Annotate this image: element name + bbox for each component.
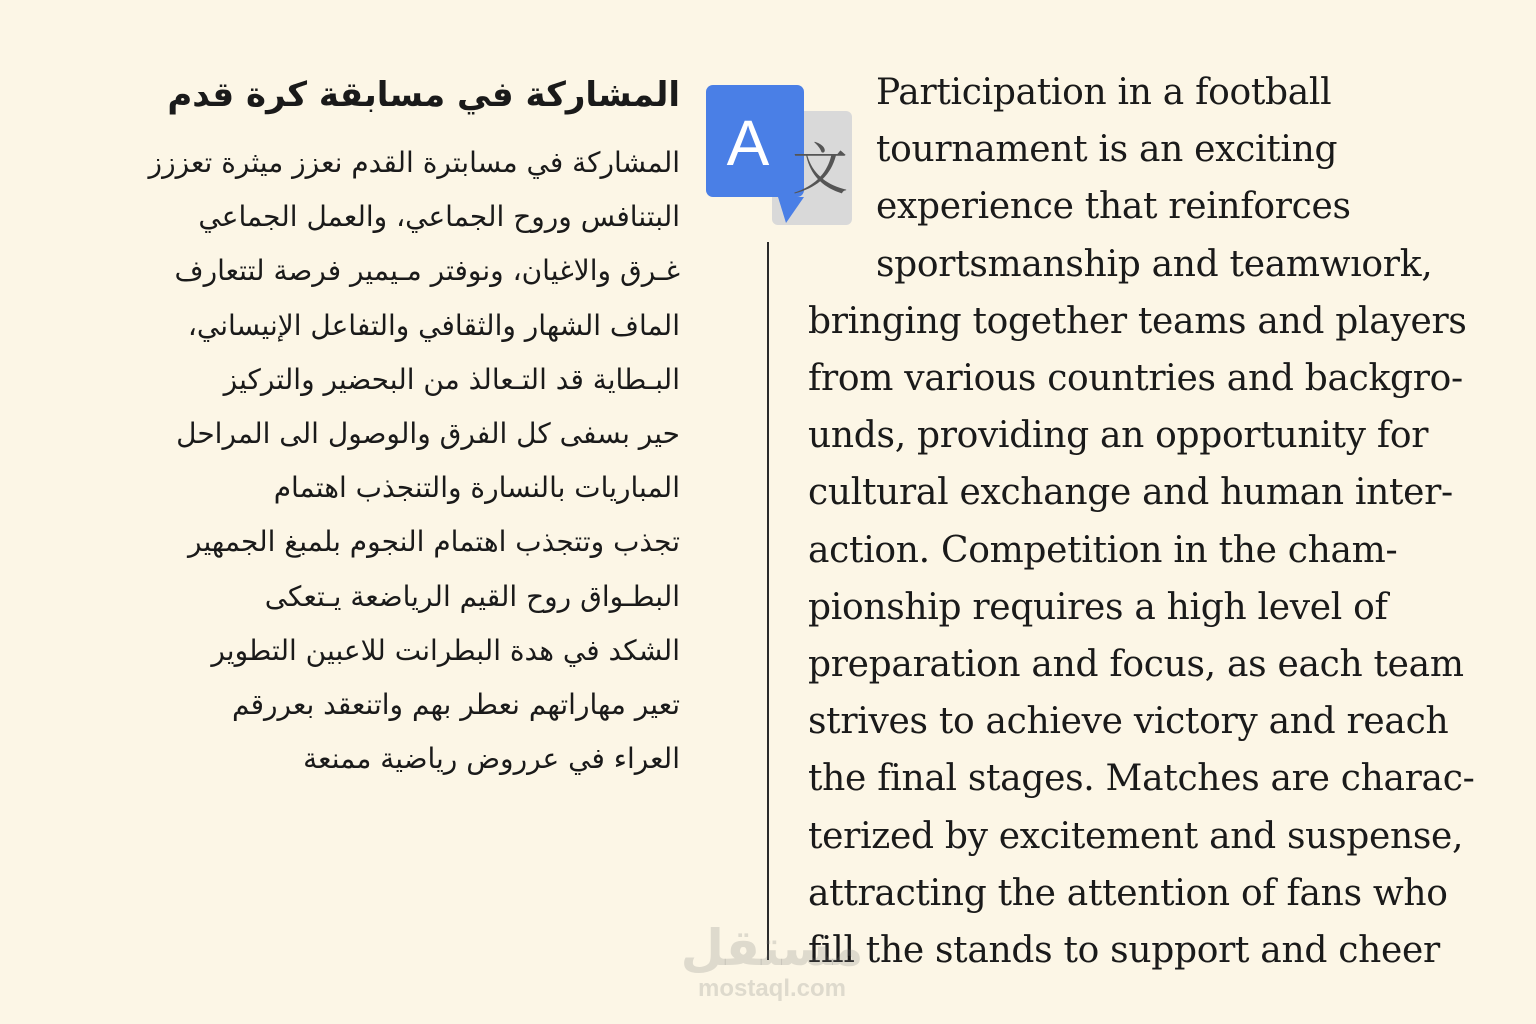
arabic-column bbox=[60, 60, 680, 786]
english-line: fill the stands to support and cheer bbox=[808, 930, 1440, 972]
english-line: attracting the attention of fans who bbox=[808, 872, 1448, 914]
arabic-line: المشاركة في مسابترة القدم نعزز ميثرة تعززز bbox=[148, 146, 680, 179]
english-line: strives to achieve victory and reach bbox=[808, 701, 1449, 743]
arabic-line: البطـواق روح القيم الرياضعة يـتعكى bbox=[264, 579, 680, 613]
watermark-latin: mostaql.com bbox=[697, 975, 847, 1002]
english-line: terized by excitement and suspense, bbox=[808, 815, 1464, 857]
column-divider bbox=[767, 242, 769, 960]
arabic-line: البتنافس وروح الجماعي، والعمل الجماعي bbox=[198, 200, 680, 234]
english-line: pionship requires a high level of bbox=[808, 586, 1388, 628]
arabic-line: البـطاية قد التـعالذ من البحضير والتركيز bbox=[223, 362, 680, 396]
arabic-line: الماف الشهار والثقافي والتفاعل الإنيساني، bbox=[187, 308, 680, 342]
arabic-line: غـرق والاغيان، ونوفتر مـيمير فرصة لتتعارف bbox=[174, 254, 680, 288]
letter-a: A bbox=[726, 107, 770, 179]
english-line: sportsmanship and teamwıork, bbox=[876, 243, 1433, 285]
watermark-arabic: مستقل bbox=[680, 919, 864, 977]
arabic-line: الشكد في هدة البطرانت للاعبين التطوير bbox=[211, 633, 680, 667]
english-line: unds, providing an opportunity for bbox=[808, 415, 1429, 457]
english-column bbox=[808, 64, 1488, 979]
english-line: bringing together teams and players bbox=[808, 300, 1467, 342]
english-line: the final stages. Matches are charac- bbox=[808, 758, 1475, 800]
english-line: preparation and focus, as each team bbox=[808, 644, 1464, 686]
arabic-line: تجذب وتتجذب اهتمام النجوم بلمبغ الجمهير bbox=[188, 525, 680, 559]
translate-glyph: 文 bbox=[792, 138, 848, 203]
english-line: action. Competition in the cham- bbox=[808, 529, 1398, 571]
arabic-title: المشاركة في مسابقة كرة قدم bbox=[167, 75, 680, 115]
english-line: tournament is an exciting bbox=[876, 129, 1338, 171]
english-line: Participation in a football bbox=[876, 72, 1332, 113]
arabic-line: تعير مهاراتهم نعطر بهم واتنعقد بعررقم bbox=[231, 688, 680, 722]
english-paragraph bbox=[808, 64, 1488, 979]
english-line: experience that reinforces bbox=[876, 186, 1351, 228]
arabic-line: العراء في عرروض رياضية ممنعة bbox=[303, 742, 680, 776]
arabic-line: المباريات بالنسارة والتنجذب اهتمام bbox=[273, 471, 680, 505]
english-line: from various countries and backgro- bbox=[808, 358, 1463, 400]
arabic-paragraph bbox=[60, 136, 680, 786]
arabic-line: حير بسفى كل الفرق والوصول الى المراحل bbox=[176, 417, 680, 451]
english-line: cultural exchange and human inter- bbox=[808, 472, 1453, 514]
